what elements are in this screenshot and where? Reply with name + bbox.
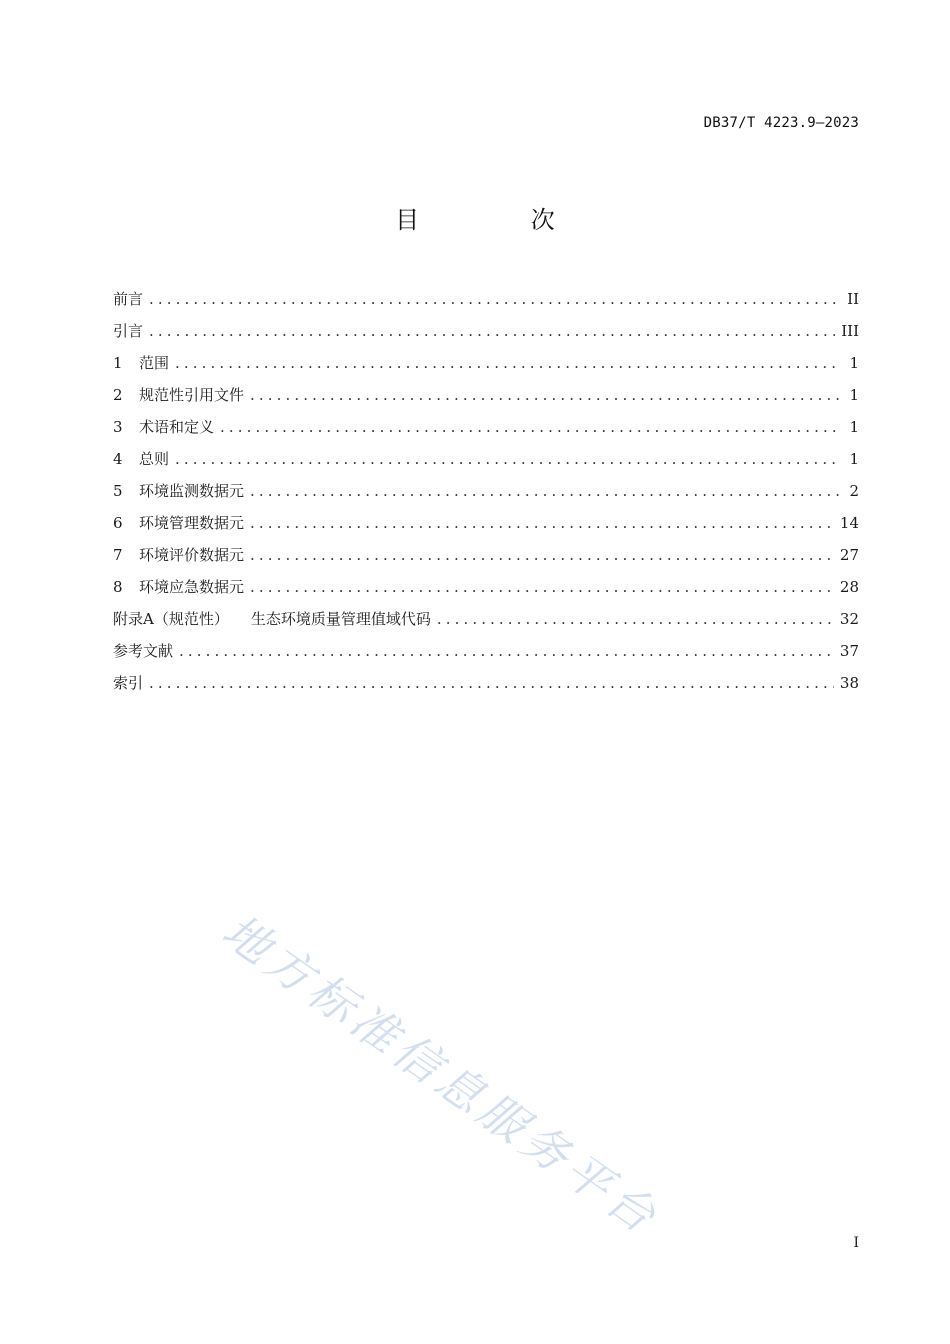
table-of-contents <box>113 283 859 699</box>
toc-entry-label: 参考文献 <box>113 642 174 660</box>
toc-entry-label: 范围 <box>139 354 170 372</box>
toc-entry-monitoring-data[interactable] <box>113 475 859 507</box>
toc-entry-appendix-a[interactable] <box>113 603 859 635</box>
toc-leader-dots <box>250 507 834 539</box>
page-title: 目 次 <box>395 206 607 234</box>
toc-leader-dots <box>175 443 839 475</box>
toc-entry-page: 38 <box>839 674 859 692</box>
toc-entry-label: 总则 <box>139 450 170 468</box>
toc-entry-page: 2 <box>849 482 859 500</box>
toc-entry-page: 28 <box>839 578 859 596</box>
toc-entry-label: 前言 <box>113 290 144 308</box>
toc-entry-label: 附录A（规范性） <box>113 610 229 628</box>
toc-entry-number: 1 <box>113 354 123 372</box>
page-number: I <box>853 1235 859 1251</box>
toc-entry-label: 环境监测数据元 <box>139 482 245 500</box>
toc-entry-label: 引言 <box>113 322 144 340</box>
toc-entry-scope[interactable] <box>113 347 859 379</box>
toc-entry-label: 环境应急数据元 <box>139 578 245 596</box>
toc-leader-dots <box>149 315 835 347</box>
toc-entry-number: 8 <box>113 578 123 596</box>
toc-entry-number: 7 <box>113 546 123 564</box>
toc-entry-label: 环境评价数据元 <box>139 546 245 564</box>
toc-leader-dots <box>250 571 834 603</box>
toc-leader-dots <box>250 539 834 571</box>
toc-entry-evaluation-data[interactable] <box>113 539 859 571</box>
toc-entry-label: 环境管理数据元 <box>139 514 245 532</box>
toc-entry-subtitle: 生态环境质量管理值域代码 <box>250 610 431 628</box>
toc-entry-page: 1 <box>849 418 859 436</box>
toc-entry-number: 6 <box>113 514 123 532</box>
toc-entry-introduction[interactable] <box>113 315 859 347</box>
toc-entry-number: 4 <box>113 450 123 468</box>
toc-entry-label: 索引 <box>113 674 144 692</box>
toc-leader-dots <box>250 379 839 411</box>
toc-entry-foreword[interactable] <box>113 283 859 315</box>
toc-entry-page: 27 <box>839 546 859 564</box>
toc-leader-dots <box>149 667 834 699</box>
toc-entry-normative-references[interactable] <box>113 379 859 411</box>
toc-entry-general[interactable] <box>113 443 859 475</box>
toc-entry-page: III <box>841 322 859 340</box>
toc-leader-dots <box>250 475 839 507</box>
toc-entry-number: 2 <box>113 386 123 404</box>
toc-entry-page: II <box>847 290 859 308</box>
toc-entry-number: 5 <box>113 482 123 500</box>
toc-entry-number: 3 <box>113 418 123 436</box>
toc-entry-page: 32 <box>839 610 859 628</box>
watermark: 地方标准信息服务平台 <box>212 903 670 1246</box>
toc-entry-management-data[interactable] <box>113 507 859 539</box>
toc-entry-label: 规范性引用文件 <box>139 386 245 404</box>
toc-leader-dots <box>175 347 839 379</box>
toc-entry-page: 1 <box>849 354 859 372</box>
toc-leader-dots <box>437 603 834 635</box>
toc-leader-dots <box>149 283 839 315</box>
toc-entry-page: 37 <box>839 642 859 660</box>
toc-entry-bibliography[interactable] <box>113 635 859 667</box>
standard-code: DB37/T 4223.9—2023 <box>703 115 859 131</box>
toc-entry-terms-definitions[interactable] <box>113 411 859 443</box>
toc-entry-emergency-data[interactable] <box>113 571 859 603</box>
toc-leader-dots <box>179 635 834 667</box>
toc-entry-label: 术语和定义 <box>139 418 215 436</box>
toc-entry-index[interactable] <box>113 667 859 699</box>
toc-entry-page: 14 <box>839 514 859 532</box>
toc-entry-page: 1 <box>849 386 859 404</box>
toc-leader-dots <box>220 411 839 443</box>
toc-entry-page: 1 <box>849 450 859 468</box>
